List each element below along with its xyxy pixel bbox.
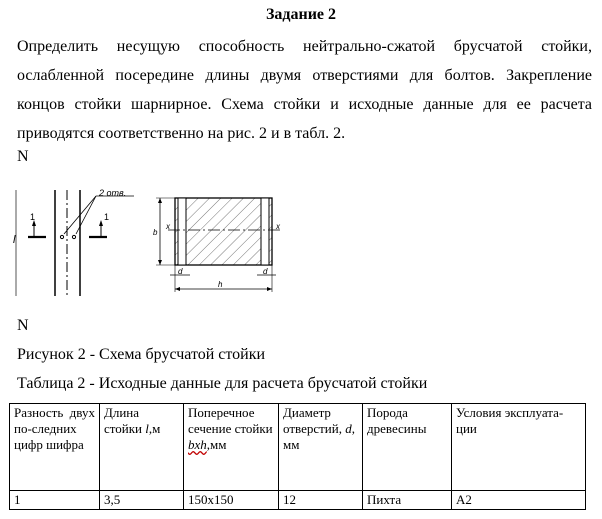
header-cell: Длина стойки l,м (100, 404, 184, 491)
force-marker-bottom: N (17, 317, 29, 334)
h-label: h (218, 280, 223, 289)
description-line: ослабленной посередине длины двумя отверстиями для болтов. Закрепление (17, 67, 592, 84)
d-label-left: d (178, 267, 183, 276)
table-cell: 3,5 (100, 491, 184, 510)
section-label: 1 (30, 212, 36, 222)
header-cell: Диаметр отверстий, d, мм (279, 404, 363, 491)
force-marker-top: N (17, 148, 29, 165)
cross-section-view (153, 198, 282, 292)
table-cell: Пихта (363, 491, 452, 510)
section-rectangle (175, 198, 272, 265)
hole-strip-right (261, 198, 269, 265)
task-title: Задание 2 (265, 6, 337, 23)
header-cell: Порода древесины (363, 404, 452, 491)
column-side-view (13, 188, 134, 296)
table-caption: Таблица 2 - Исходные данные для расчета брусчатой стойки (17, 375, 428, 392)
description-line: приводятся соответственно на рис. 2 и в табл. 2. (17, 125, 346, 142)
d-label-right: d (263, 267, 268, 276)
length-label: l (13, 234, 16, 246)
table-row (10, 491, 586, 510)
bolt-hole (60, 235, 63, 238)
table-cell: А2 (452, 491, 586, 510)
figure-caption: Рисунок 2 - Схема брусчатой стойки (17, 346, 266, 363)
description-line: Определить несущую способность нейтрально-сжатой брусчатой стойки, (17, 38, 592, 55)
header-cell: Условия эксплуата-ции (452, 404, 586, 491)
table-cell: 1 (10, 491, 100, 510)
x-label-right: x (276, 222, 280, 231)
bolt-hole (72, 235, 75, 238)
header-cell: Поперечное сечение стойки bxh,мм (184, 404, 279, 491)
table-cell: 150x150 (184, 491, 279, 510)
holes-label: 2 отв. (99, 188, 127, 198)
description-line: концов стойки шарнирное. Схема стойки и исходные данные для ее расчета (17, 96, 592, 113)
table-header-row (10, 404, 586, 491)
hole-strip-left (178, 198, 186, 265)
table-cell: 12 (279, 491, 363, 510)
x-label-left: x (166, 222, 170, 231)
leader-line (76, 196, 96, 234)
section-label: 1 (104, 212, 110, 222)
header-cell: Разность двух по-следних цифр шифра (10, 404, 100, 491)
b-label: b (153, 228, 158, 237)
input-data-table (9, 403, 586, 510)
